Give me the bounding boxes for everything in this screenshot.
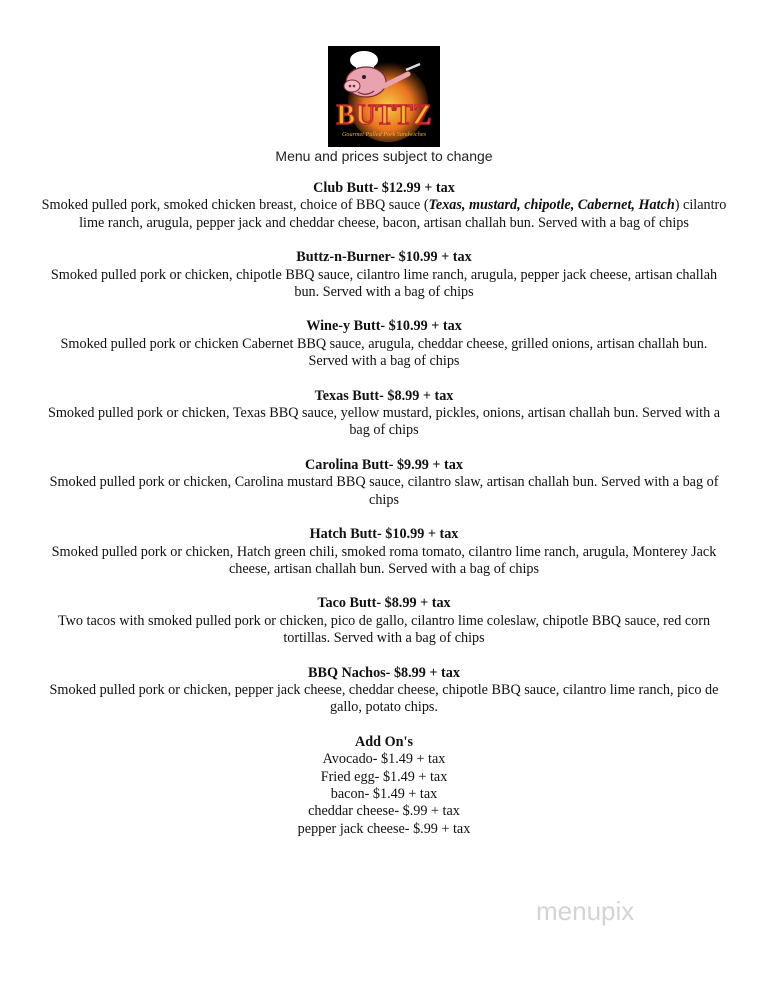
- menu-item-wine-y-butt: [40, 318, 728, 370]
- add-on-pepper-jack-cheese: pepper jack cheese- $.99 + tax: [297, 820, 471, 837]
- menu-list: [40, 180, 728, 838]
- add-ons-section: [40, 734, 728, 838]
- menu-disclaimer: Menu and prices subject to change: [275, 148, 493, 164]
- menu-item-title: Club Butt- $12.99 + tax: [313, 180, 455, 196]
- sauce-options: Texas, mustard, chipotle, Cabernet, Hatch: [428, 197, 675, 214]
- menu-item-description: Smoked pulled pork or chicken, chipotle BBQ sauce, cilantro lime ranch, arugula, pepper jack cheese, artisan challah bun. Served with a bag of chips: [50, 266, 718, 301]
- menu-item-bbq-nachos: [40, 665, 728, 717]
- menu-item-description: Smoked pulled pork or chicken, Hatch green chili, smoked roma tomato, cilantro lime ranch, arugula, Monterey Jack cheese, artisan challah bun. Served with a bag of chips: [51, 543, 717, 577]
- menu-item-club-butt: [40, 180, 728, 232]
- description-text: Smoked pulled pork, smoked chicken breast, choice of BBQ sauce (: [41, 197, 429, 214]
- menu-item-description: Smoked pulled pork or chicken, pepper jack cheese, cheddar cheese, chipotle BBQ sauce, cilantro lime ranch, pico de gallo, potato chips.: [49, 681, 719, 716]
- menu-item-title: Buttz-n-Burner- $10.99 + tax: [296, 249, 472, 266]
- menu-item-buttz-n-burner: [40, 249, 728, 301]
- menu-item-hatch-butt: [40, 526, 728, 578]
- logo-wordmark: BUTTZ: [336, 100, 432, 131]
- pig-chef-icon: [328, 46, 440, 147]
- add-on-fried-egg: Fried egg- $1.49 + tax: [320, 768, 448, 785]
- menu-item-description: Two tacos with smoked pulled pork or chicken, pico de gallo, cilantro lime coleslaw, chipotle BBQ sauce, red corn tortillas. Served with a bag of chips: [57, 612, 711, 647]
- add-on-avocado: Avocado- $1.49 + tax: [322, 751, 446, 768]
- menu-item-description: Smoked pulled pork or chicken Cabernet BBQ sauce, arugula, cheddar cheese, grilled onions, artisan challah bun. Served with a bag of chips: [60, 335, 708, 370]
- menu-item-title: Taco Butt- $8.99 + tax: [317, 595, 451, 612]
- menu-item-description: Smoked pulled pork or chicken, Carolina mustard BBQ sauce, cilantro slaw, artisan challah bun. Served with a bag of chips: [49, 474, 719, 508]
- menu-item-title: BBQ Nachos- $8.99 + tax: [308, 664, 460, 681]
- menu-item-description: [40, 197, 728, 232]
- menu-item-title: Wine-y Butt- $10.99 + tax: [306, 318, 462, 335]
- description-text: ) cilantro lime ranch, arugula, pepper jack and cheddar cheese, bacon, artisan challah bun. Served with a bag of chips: [79, 197, 727, 231]
- menu-item-carolina-butt: [40, 457, 728, 509]
- menu-item-texas-butt: [40, 388, 728, 440]
- menupix-watermark: menupix: [536, 896, 635, 926]
- add-ons-title: Add On's: [355, 733, 413, 750]
- logo-tagline: Gourmet Pulled Pork Sandwiches: [341, 131, 427, 138]
- menu-item-title: Texas Butt- $8.99 + tax: [314, 387, 454, 404]
- add-on-cheddar-cheese: cheddar cheese- $.99 + tax: [308, 803, 460, 820]
- add-on-bacon: bacon- $1.49 + tax: [330, 785, 438, 802]
- menu-item-description: Smoked pulled pork or chicken, Texas BBQ sauce, yellow mustard, pickles, onions, artisan challah bun. Served with a bag of chips: [47, 405, 721, 439]
- menu-item-taco-butt: [40, 595, 728, 647]
- menu-item-title: Carolina Butt- $9.99 + tax: [305, 456, 463, 473]
- menu-item-title: Hatch Butt- $10.99 + tax: [309, 526, 459, 543]
- restaurant-logo: [328, 46, 440, 147]
